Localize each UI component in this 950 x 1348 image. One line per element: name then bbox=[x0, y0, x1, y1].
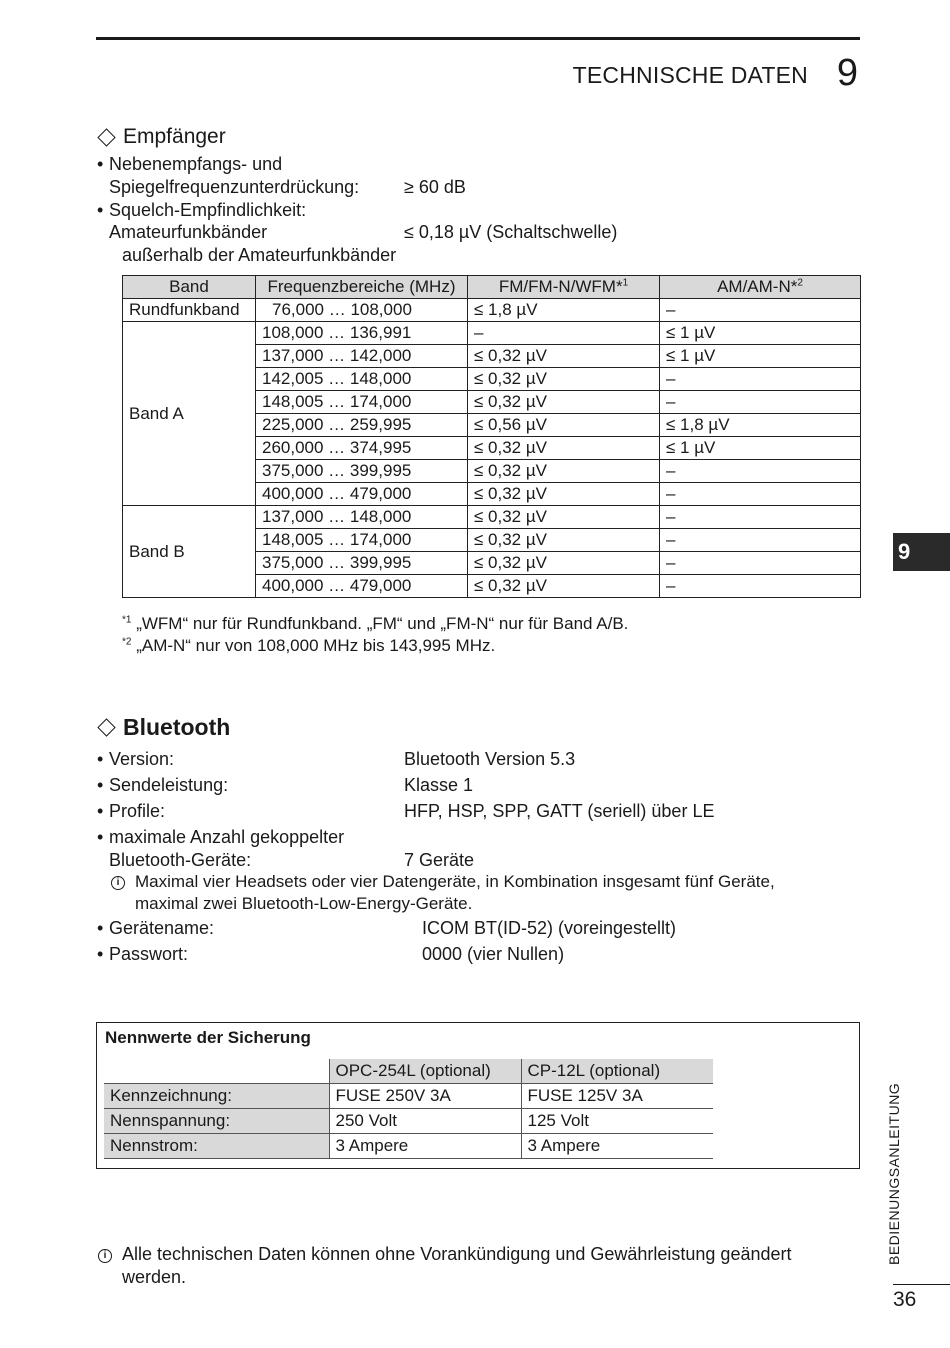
bt-password-label: • Passwort: bbox=[109, 944, 188, 965]
freq-cell: 375,000 … 399,995 bbox=[256, 552, 468, 575]
receiver-item2-value: ≤ 0,18 µV (Schaltschwelle) bbox=[404, 222, 618, 242]
fuse-col-opc254l: OPC-254L (optional) bbox=[329, 1059, 521, 1084]
bt-note-line2: maximal zwei Bluetooth-Low-Energy-Geräte. bbox=[135, 894, 473, 913]
freq-cell: 142,005 … 148,000 bbox=[256, 368, 468, 391]
fuse-row-label: Kennzeichnung: bbox=[104, 1084, 329, 1109]
bt-profiles-label: • Profile: bbox=[109, 801, 165, 822]
fuse-cell: 125 Volt bbox=[521, 1109, 713, 1134]
fuse-cell: 250 Volt bbox=[329, 1109, 521, 1134]
freq-cell: 400,000 … 479,000 bbox=[256, 575, 468, 598]
page-number: 36 bbox=[893, 1288, 917, 1311]
fm-cell: ≤ 0,32 µV bbox=[468, 552, 660, 575]
diamond-icon bbox=[97, 128, 115, 146]
table-header-row bbox=[123, 276, 861, 299]
bt-profiles-value: HFP, HSP, SPP, GATT (seriell) über LE bbox=[404, 801, 715, 821]
chapter-title: TECHNISCHE DATEN bbox=[572, 62, 808, 88]
fm-cell: – bbox=[468, 322, 660, 345]
am-cell: ≤ 1 µV bbox=[660, 437, 861, 460]
freq-cell: 76,000 … 108,000 bbox=[256, 299, 468, 322]
am-cell: – bbox=[660, 506, 861, 529]
am-cell: ≤ 1 µV bbox=[660, 322, 861, 345]
table-row bbox=[123, 506, 861, 529]
bt-version-label: • Version: bbox=[109, 749, 174, 770]
freq-cell: 137,000 … 142,000 bbox=[256, 345, 468, 368]
fm-cell: ≤ 0,32 µV bbox=[468, 345, 660, 368]
bt-max-value: 7 Geräte bbox=[404, 850, 475, 870]
receiver-item1-value: ≥ 60 dB bbox=[404, 177, 466, 197]
fm-cell: ≤ 0,32 µV bbox=[468, 368, 660, 391]
band-cell: Rundfunkband bbox=[123, 299, 256, 322]
freq-cell: 225,000 … 259,995 bbox=[256, 414, 468, 437]
col-header-fm: FM/FM-N/WFM*$^1$ bbox=[468, 276, 660, 299]
col-header-frequency: Frequenzbereiche (MHz) bbox=[256, 276, 468, 299]
receiver-item2-line1: • Squelch-Empfindlichkeit: bbox=[109, 200, 306, 221]
final-note-line2: werden. bbox=[122, 1267, 187, 1287]
receiver-item2-line3: außerhalb der Amateurfunkbänder bbox=[122, 245, 397, 265]
fuse-header-row bbox=[104, 1059, 713, 1084]
table-row bbox=[104, 1134, 713, 1159]
manual-vertical-label: BEDIENUNGSANLEITUNG bbox=[886, 1082, 902, 1265]
table-row bbox=[123, 299, 861, 322]
bt-password-value: 0000 (vier Nullen) bbox=[422, 944, 565, 964]
bt-device-label: • Gerätename: bbox=[109, 918, 214, 939]
am-cell: – bbox=[660, 460, 861, 483]
footnote-1-mark: *1 bbox=[122, 614, 132, 626]
diamond-icon bbox=[97, 718, 115, 736]
am-cell: ≤ 1,8 µV bbox=[660, 414, 861, 437]
am-cell: – bbox=[660, 552, 861, 575]
col-header-band: Band bbox=[123, 276, 256, 299]
am-cell: – bbox=[660, 391, 861, 414]
bt-max-line1: • maximale Anzahl gekoppelter bbox=[109, 827, 344, 848]
footnote-2-text: „AM-N“ nur von 108,000 MHz bis 143,995 MHz. bbox=[136, 636, 496, 655]
fuse-cell: FUSE 250V 3A bbox=[329, 1084, 521, 1109]
am-cell: – bbox=[660, 529, 861, 552]
bt-max-label: Bluetooth-Geräte: bbox=[109, 850, 252, 870]
receiver-heading bbox=[96, 125, 226, 149]
freq-cell: 148,005 … 174,000 bbox=[256, 391, 468, 414]
table-row bbox=[104, 1084, 713, 1109]
bluetooth-heading bbox=[96, 714, 230, 741]
info-icon: i bbox=[111, 874, 125, 892]
fuse-cell: FUSE 125V 3A bbox=[521, 1084, 713, 1109]
fuse-ratings-box bbox=[96, 1022, 860, 1169]
fuse-header-blank bbox=[104, 1059, 329, 1084]
band-cell: Band A bbox=[123, 322, 256, 506]
am-cell: – bbox=[660, 368, 861, 391]
footnote-2-mark: *2 bbox=[122, 636, 132, 648]
bt-device-value: ICOM BT(ID-52) (voreingestellt) bbox=[422, 918, 677, 938]
freq-cell: 400,000 … 479,000 bbox=[256, 483, 468, 506]
info-icon: i bbox=[98, 1247, 112, 1265]
bt-power-label: • Sendeleistung: bbox=[109, 775, 228, 796]
footnote-2 bbox=[122, 636, 495, 656]
am-cell: – bbox=[660, 483, 861, 506]
footnote-1-text: „WFM“ nur für Rundfunkband. „FM“ und „FM-N“ nur für Band A/B. bbox=[136, 614, 629, 633]
fm-cell: ≤ 1,8 µV bbox=[468, 299, 660, 322]
band-cell: Band B bbox=[123, 506, 256, 598]
fm-cell: ≤ 0,32 µV bbox=[468, 529, 660, 552]
footnote-1 bbox=[122, 614, 628, 634]
receiver-item1-label: Spiegelfrequenzunterdrückung: bbox=[109, 177, 360, 197]
page-number-rule bbox=[893, 1284, 950, 1285]
fuse-table bbox=[104, 1059, 713, 1159]
squelch-table bbox=[122, 275, 861, 598]
freq-cell: 375,000 … 399,995 bbox=[256, 460, 468, 483]
top-rule bbox=[96, 37, 860, 40]
am-cell: – bbox=[660, 299, 861, 322]
fm-cell: ≤ 0,32 µV bbox=[468, 437, 660, 460]
table-row bbox=[123, 322, 861, 345]
fuse-cell: 3 Ampere bbox=[521, 1134, 713, 1159]
freq-cell: 148,005 … 174,000 bbox=[256, 529, 468, 552]
fuse-cell: 3 Ampere bbox=[329, 1134, 521, 1159]
fm-cell: ≤ 0,32 µV bbox=[468, 575, 660, 598]
bt-power-value: Klasse 1 bbox=[404, 775, 474, 795]
fm-cell: ≤ 0,56 µV bbox=[468, 414, 660, 437]
bluetooth-heading-text: Bluetooth bbox=[123, 714, 231, 740]
freq-cell: 260,000 … 374,995 bbox=[256, 437, 468, 460]
fuse-col-cp12l: CP-12L (optional) bbox=[521, 1059, 713, 1084]
receiver-item1-line1: • Nebenempfangs- und bbox=[109, 154, 282, 175]
fm-cell: ≤ 0,32 µV bbox=[468, 506, 660, 529]
table-row bbox=[104, 1109, 713, 1134]
fm-cell: ≤ 0,32 µV bbox=[468, 460, 660, 483]
bt-note-line1: Maximal vier Headsets oder vier Datengeräte, in Kombination insgesamt fünf Geräte, bbox=[135, 872, 775, 891]
chapter-side-tab[interactable]: 9 bbox=[893, 533, 950, 571]
freq-cell: 108,000 … 136,991 bbox=[256, 322, 468, 345]
fm-cell: ≤ 0,32 µV bbox=[468, 483, 660, 506]
receiver-heading-text: Empfänger bbox=[123, 125, 226, 148]
fm-cell: ≤ 0,32 µV bbox=[468, 391, 660, 414]
bt-version-value: Bluetooth Version 5.3 bbox=[404, 749, 576, 769]
am-cell: ≤ 1 µV bbox=[660, 345, 861, 368]
col-header-am: AM/AM-N*$^2$ bbox=[660, 276, 861, 299]
receiver-item2-label: Amateurfunkbänder bbox=[109, 222, 268, 242]
chapter-number: 9 bbox=[836, 52, 858, 94]
fuse-title: Nennwerte der Sicherung bbox=[105, 1028, 311, 1047]
am-cell: – bbox=[660, 575, 861, 598]
final-note-line1: Alle technischen Daten können ohne Vorankündigung und Gewährleistung geändert bbox=[122, 1244, 792, 1264]
freq-cell: 137,000 … 148,000 bbox=[256, 506, 468, 529]
fuse-row-label: Nennstrom: bbox=[104, 1134, 329, 1159]
fuse-row-label: Nennspannung: bbox=[104, 1109, 329, 1134]
